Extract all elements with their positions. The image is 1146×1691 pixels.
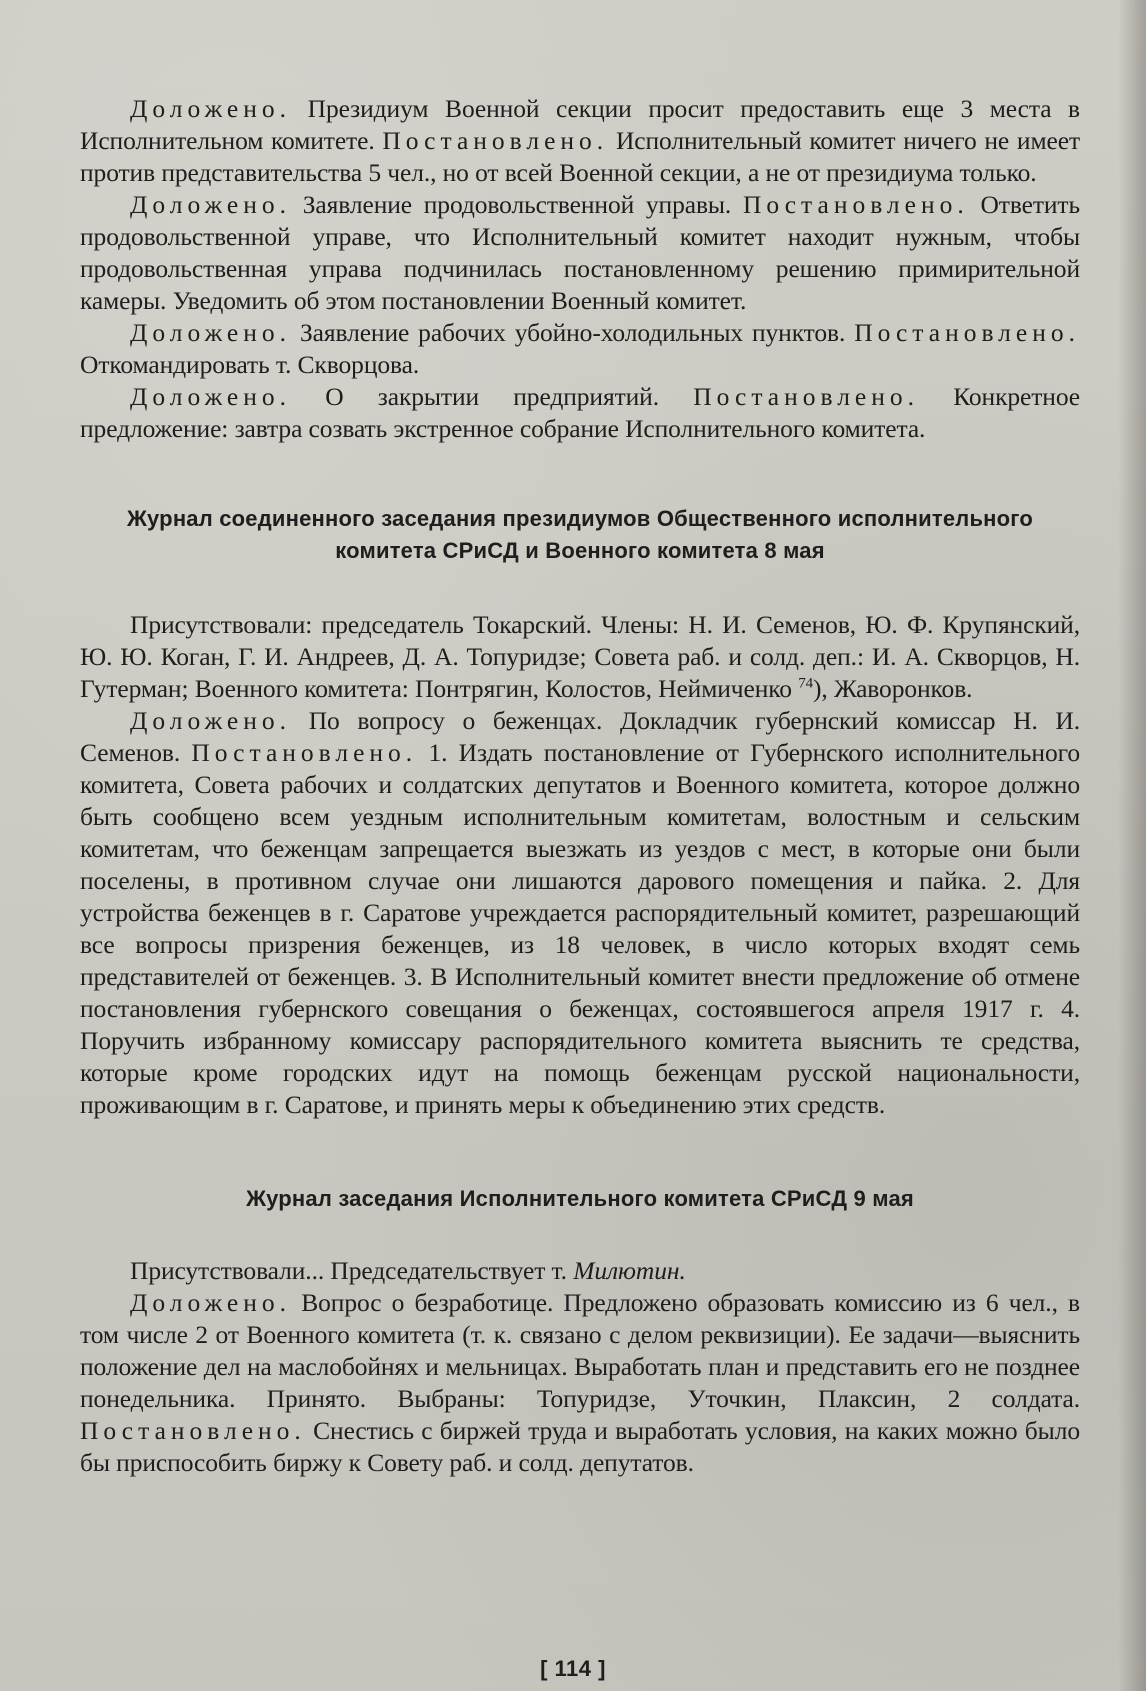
spaced-term: Постановлено. <box>742 190 969 219</box>
paragraph-text: 1. Издать постановление от Губернского исполнительного комитета, Совета рабочих и солдатских депутатов и Военного комитета, которое должно быть сообщено всем уездным исполнительным комитетам, волостным и сельским комитетам, что беженцам запрещается выезжать из уездов с мест, в которые они были поселены, в противном случае они лишаются дарового помещения и пайка. 2. Для устройства беженцев в г. Саратове учреждается распорядительный комитет, разрешающий все вопросы призрения беженцев, из 18 человек, в число которых входят семь представителей от беженцев. 3. В Исполнительный комитет внести предложение об отмене постановления губернского совещания о беженцах, состоявшегося апреля 1917 г. 4. Поручить избранному комиссару распорядительного комитета выяснить те средства, которые кроме городских идут на помощь беженцам русской национальности, проживающим в г. Саратове, и принять меры к объединению этих средств. <box>80 738 1080 1119</box>
paragraph-text: Вопрос о безработице. Предложено образовать комиссию из 6 чел., в том числе 2 от Военного комитета (т. к. связано с делом реквизиции). Ее задачи—выяснить положение дел на маслобойнях и мельницах. Выработать план и представить его не позднее понедельника. Принято. Выбраны: Топуридзе, Уточкин, Плаксин, 2 солдата. <box>80 1288 1080 1413</box>
section-spacer <box>80 445 1080 503</box>
chair-name: Милютин. <box>573 1256 686 1285</box>
page-number: [ 114 ] <box>540 1656 606 1681</box>
paragraph-text: О закрытии предприятий. <box>291 382 694 411</box>
section-spacer <box>80 1121 1080 1183</box>
paragraph <box>80 381 1080 445</box>
heading-line: комитета СРиСД и Военного комитета 8 мая <box>335 538 825 563</box>
page-gutter-shadow <box>1118 0 1146 1691</box>
section-heading: Журнал заседания Исполнительного комитета СРиСД 9 мая <box>246 1186 914 1211</box>
paragraph <box>80 189 1080 317</box>
paragraph <box>80 1287 1080 1479</box>
paragraph-text: Ответить продовольственной управе, что Исполнительный комитет находит нужным, чтобы продовольственная управа подчинилась постановленному решению примирительной камеры. Уведомить об этом постановлении Военный комитет. <box>80 190 1081 315</box>
paragraph-text: Присутствовали... Председательствует т. <box>130 1256 574 1285</box>
heading-line: Журнал соединенного заседания президиумов Общественного исполнительного <box>126 506 1034 531</box>
paragraph-text: Президиум Военной секции просит предоставить еще 3 места в Исполнительном комитете. <box>80 94 1080 155</box>
section-spacer <box>80 1215 1080 1255</box>
paragraph-text: Присутствовали: председатель Токарский. Члены: Н. И. Семенов, Ю. Ф. Крупянский, Ю. Ю. Коган, Г. И. Андреев, Д. А. Топуридзе; Совета раб. и солд. деп.: И. А. Скворцов, Н. Гутерман; Военного комитета: Понтрягин, Колостов, Неймиченко <box>80 610 1080 703</box>
spaced-term: Доложено. <box>130 382 292 411</box>
spaced-term: Постановлено. <box>693 382 920 411</box>
section-heading <box>80 503 1080 567</box>
paragraph-text: По вопросу о беженцах. Докладчик губернский комиссар Н. И. Семенов. <box>80 706 1080 767</box>
spaced-term: Постановлено. <box>191 738 418 767</box>
paragraph <box>80 1255 1080 1287</box>
paragraph <box>80 93 1080 189</box>
paragraph <box>80 609 1080 705</box>
paragraph-text: Снестись с биржей труда и выработать условия, на каких можно было бы приспособить биржу к Совету раб. и солд. депутатов. <box>80 1416 1080 1477</box>
spaced-term: Доложено. <box>130 94 292 123</box>
spaced-term: Доложено. <box>130 318 292 347</box>
paragraph-text: Исполнительный комитет ничего не имеет против представительства 5 чел., но от всей Военной секции, а не от президиума только. <box>80 126 1080 187</box>
footnote-ref: 74 <box>798 675 814 692</box>
paragraph-text: Конкретное предложение: завтра созвать экстренное собрание Исполнительного комитета. <box>80 382 1080 443</box>
spaced-term: Постановлено. <box>382 126 609 155</box>
spaced-term: Постановлено. <box>80 1416 306 1445</box>
paragraph <box>80 317 1080 381</box>
spaced-term: Доложено. <box>130 1288 292 1317</box>
spaced-term: Постановлено. <box>854 318 1080 347</box>
page-content <box>80 93 1080 1479</box>
paragraph-text: ), Жаворонков. <box>813 674 973 703</box>
spaced-term: Доложено. <box>130 190 292 219</box>
section-spacer <box>80 567 1080 609</box>
paragraph <box>80 705 1080 1121</box>
paragraph-text: Заявление продовольственной управы. <box>291 190 743 219</box>
paragraph-text: Откомандировать т. Скворцова. <box>80 350 420 379</box>
spaced-term: Доложено. <box>130 706 292 735</box>
paragraph-text: Заявление рабочих убойно-холодильных пунктов. <box>291 318 855 347</box>
